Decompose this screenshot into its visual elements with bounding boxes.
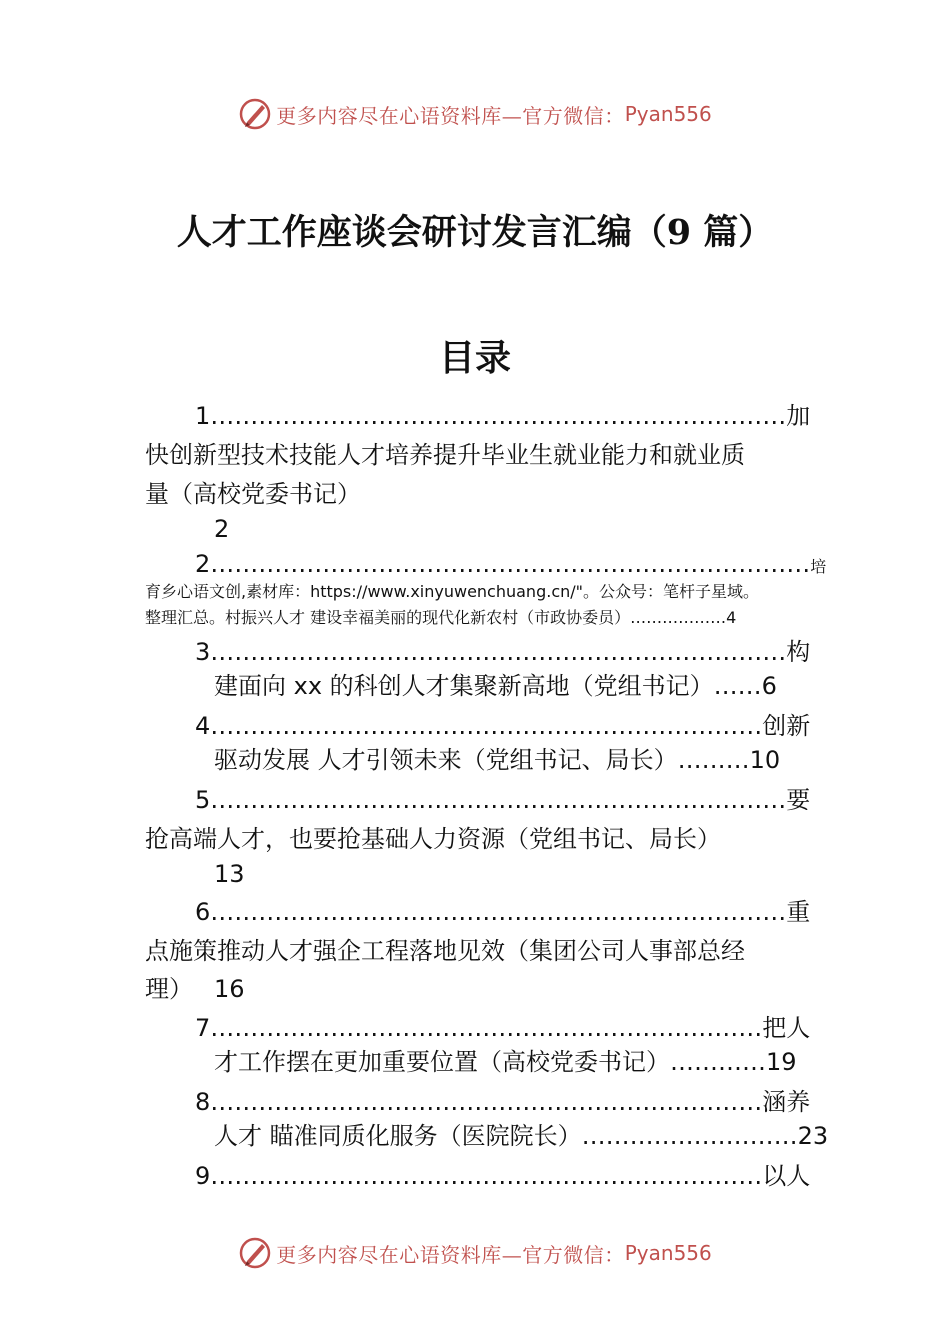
watermark-text: 更多内容尽在心语资料库—官方微信：	[276, 103, 625, 128]
toc-entry-3-head[interactable]: 3………………………………………………………………构	[195, 638, 811, 666]
watermark-id: Pyan556	[624, 102, 712, 126]
toc-entry-8-head[interactable]: 8……………………………………………………………涵养	[195, 1088, 811, 1116]
toc-entry-3-line: 建面向 xx 的科创人才集聚新高地（党组书记）……6	[214, 672, 777, 700]
toc-entry-7-line: 才工作摆在更加重要位置（高校党委书记）…………19	[214, 1048, 797, 1076]
toc-entry-9-head[interactable]: 9……………………………………………………………以人	[195, 1162, 811, 1190]
toc-entry-7-head[interactable]: 7……………………………………………………………把人	[195, 1014, 811, 1042]
toc-entry-1-line: 量（高校党委书记）	[145, 480, 361, 508]
toc-entry-1-head[interactable]: 1………………………………………………………………加	[195, 402, 811, 430]
toc-entry-4-line: 驱动发展 人才引领未来（党组书记、局长）………10	[214, 746, 781, 774]
pen-logo-icon	[238, 97, 272, 131]
toc-entry-5-page: 13	[214, 860, 245, 888]
toc-entry-6-head[interactable]: 6………………………………………………………………重	[195, 898, 811, 926]
watermark-id: Pyan556	[624, 1241, 712, 1265]
watermark-text: 更多内容尽在心语资料库—官方微信：	[276, 1242, 625, 1267]
header-watermark	[0, 94, 950, 134]
toc-entry-2-head[interactable]: 2…………………………………………………………………培	[195, 550, 827, 578]
toc-entry-6-line: 理）	[145, 975, 193, 1003]
toc-entry-6-page: 16	[214, 975, 245, 1003]
toc-entry-8-line: 人才 瞄准同质化服务（医院院长）………………………23	[214, 1122, 829, 1150]
footer-watermark	[0, 1233, 950, 1273]
toc-entry-5-line: 抢高端人才，也要抢基础人力资源（党组书记、局长）	[145, 825, 721, 853]
toc-entry-2-line: 育乡心语文创,素材库：https://www.xinyuwenchuang.cn/"。公众号：笔杆子星域。	[145, 582, 760, 601]
pen-logo-icon	[238, 1236, 272, 1270]
toc-entry-2-line: 整理汇总。村振兴人才 建设幸福美丽的现代化新农村（市政协委员）………………4	[145, 608, 737, 627]
toc-entry-1-page: 2	[214, 515, 230, 543]
toc-heading: 目录	[438, 337, 511, 379]
toc-entry-6-line: 点施策推动人才强企工程落地见效（集团公司人事部总经	[145, 937, 745, 965]
toc-entry-1-line: 快创新型技术技能人才培养提升毕业生就业能力和就业质	[145, 441, 745, 469]
document-title: 人才工作座谈会研讨发言汇编（9 篇）	[176, 212, 774, 253]
toc-entry-4-head[interactable]: 4……………………………………………………………创新	[195, 712, 811, 740]
toc-entry-5-head[interactable]: 5………………………………………………………………要	[195, 786, 811, 814]
